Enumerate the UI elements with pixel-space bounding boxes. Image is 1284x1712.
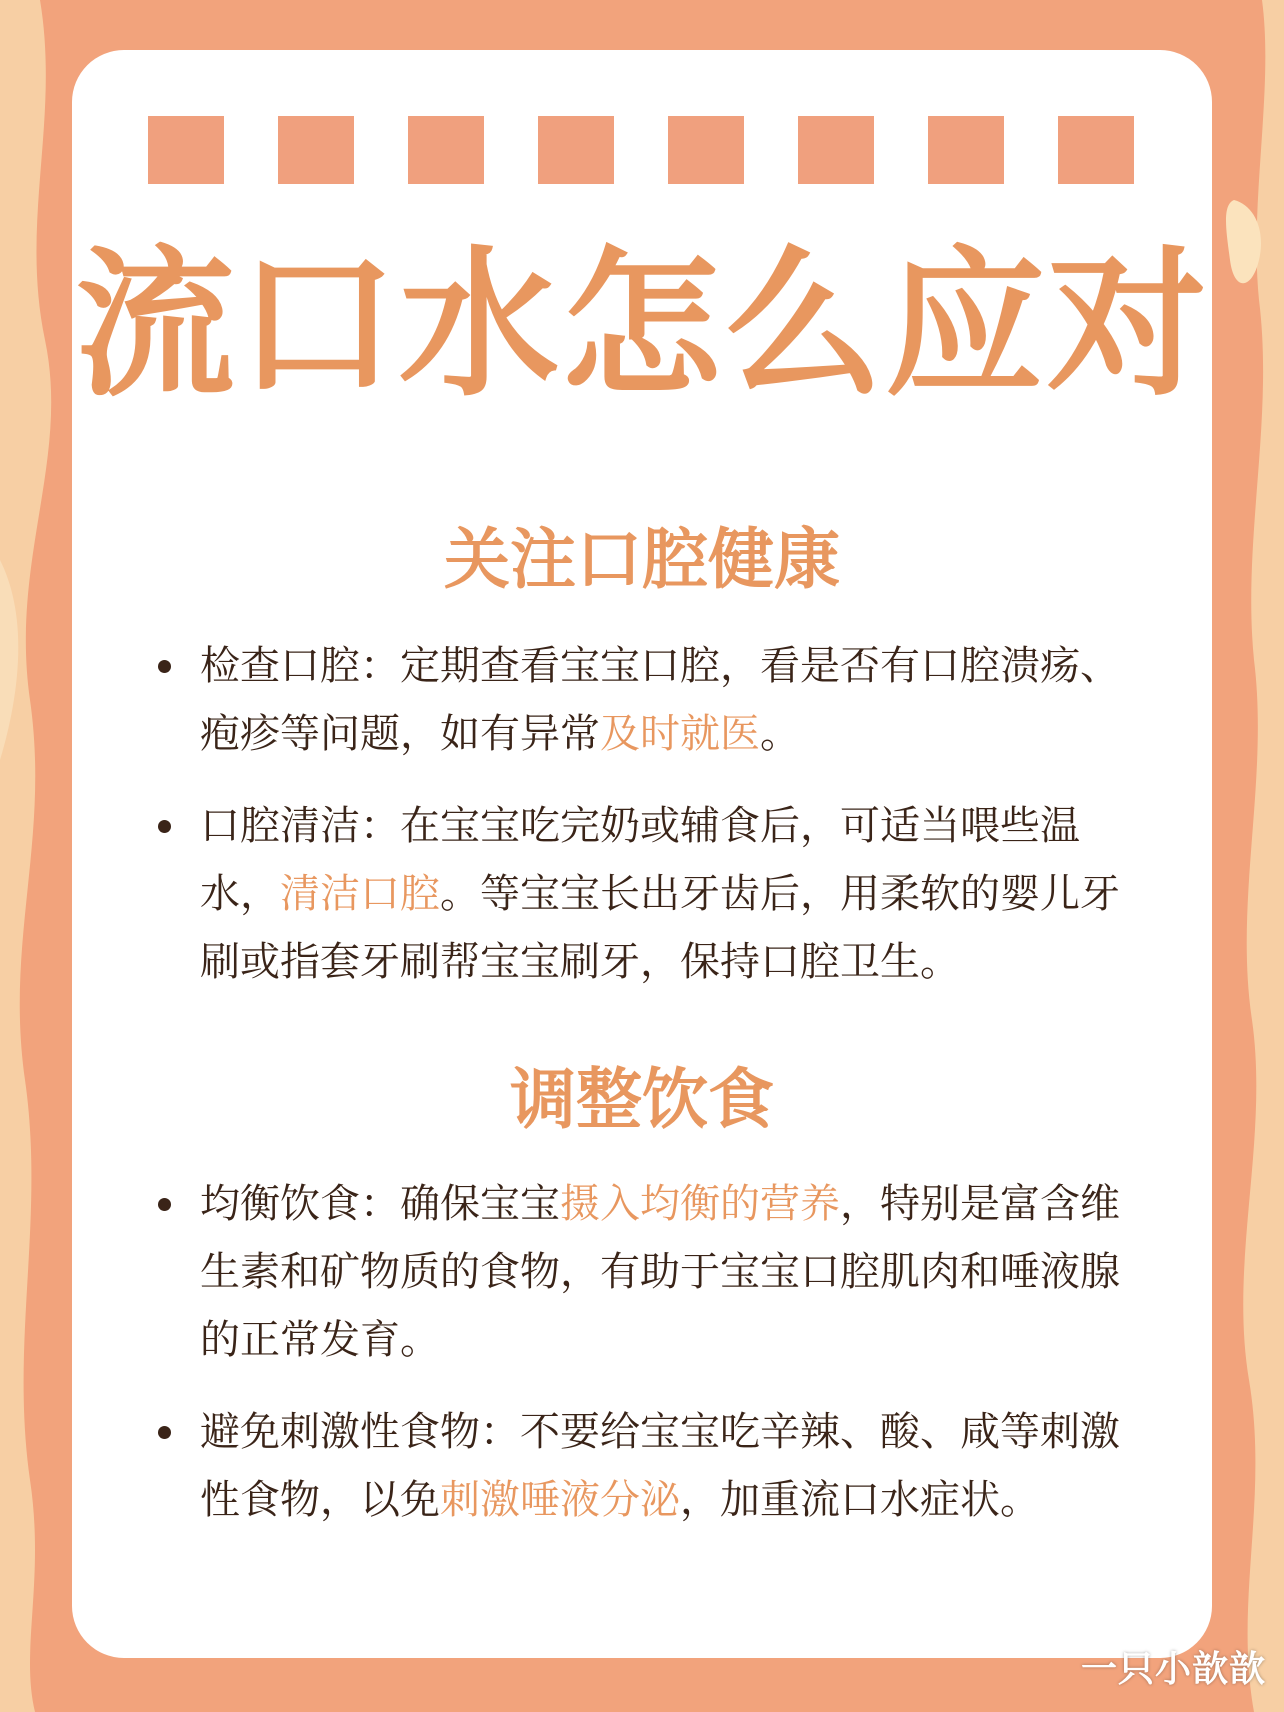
list-item [152,1170,1152,1374]
stripe [148,116,224,184]
oral-health-list [152,632,1152,996]
item-text: 在宝宝吃完奶或辅食后，可适当喂些温水， [200,803,1080,917]
item-label: 口腔清洁： [200,803,400,849]
item-label: 检查口腔： [200,643,400,689]
item-text-end: ，特别是富含维生素和矿物质的食物，有助于宝宝口腔肌肉和唾液腺的正常发育。 [200,1181,1120,1363]
diet-list [152,1170,1152,1534]
section-heading-diet: 调整饮食 [510,1061,774,1138]
section-heading-oral-health: 关注口腔健康 [444,521,840,598]
item-text: 不要给宝宝吃辛辣、酸、咸等刺激性食物，以免 [200,1409,1120,1523]
item-label: 避免刺激性食物： [200,1409,520,1455]
header-stripes [148,116,1138,184]
page-title: 流口水怎么应对 [74,231,1209,418]
item-text-end: 。等宝宝长出牙齿后，用柔软的婴儿牙刷或指套牙刷帮宝宝刷牙，保持口腔卫生。 [200,871,1120,985]
watermark: 一只小歆歆 [1080,1649,1266,1690]
stripe [798,116,874,184]
bullet-icon [158,660,171,673]
bullet-icon [158,1198,171,1211]
item-label: 均衡饮食： [200,1181,400,1227]
list-item [152,792,1152,996]
item-text: 确保宝宝 [400,1181,560,1227]
item-text: 定期查看宝宝口腔，看是否有口腔溃疡、疱疹等问题，如有异常 [200,643,1120,757]
bullet-icon [158,1426,171,1439]
stripe [278,116,354,184]
item-highlight: 摄入均衡的营养 [560,1181,840,1227]
stripe [408,116,484,184]
item-highlight: 刺激唾液分泌 [440,1477,680,1523]
stripe [928,116,1004,184]
content-card [72,50,1212,1658]
stripe [1058,116,1134,184]
stripe [668,116,744,184]
item-text-end: ，加重流口水症状。 [680,1477,1040,1523]
item-text-end: 。 [760,711,800,757]
stripe [538,116,614,184]
item-highlight: 及时就医 [600,711,760,757]
item-highlight: 清洁口腔 [280,871,440,917]
list-item [152,1398,1152,1534]
bullet-icon [158,820,171,833]
list-item [152,632,1152,768]
